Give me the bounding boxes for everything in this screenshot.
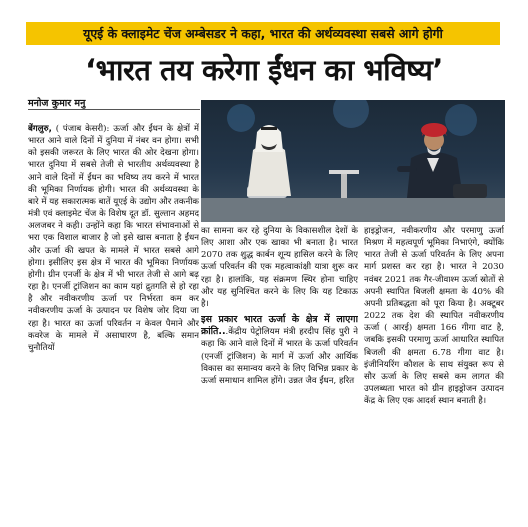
article-kicker: यूएई के क्लाइमेट चेंज अम्बेसडर ने कहा, भारत की अर्थव्यवस्था सबसे आगे होगी [26,22,500,45]
photo-illustration [201,100,505,222]
column-2-body-a: का सामना कर रहे दुनिया के विकासशील देशों के लिए आशा और एक खाका भी बनाता है। भारत 2070 तक शुद्ध कार्बन शून्य हासिल करने के लिए ऊर्जा परिवर्तन की एक महत्वाकांक्षी यात्रा शुरू कर रहा है। हालांकि, यह संक्रमण स्थिर होना चाहिए और यह सुनिश्चित करने के लिए कि यह टिकाऊ है। [201,226,358,309]
article-subhead: इस प्रकार भारत ऊर्जा के क्षेत्र में लाएगा क्रांति.. [201,314,358,338]
article-column-1 [28,123,199,518]
column-1-body: ( पंजाब केसरी): ऊर्जा और ईंधन के क्षेत्रों में भारत आने वाले दिनों में दुनिया में नंबर वन होगा। सभी को इसकी जरूरत के लिए भारत की ओर देखना होगा। भारत दुनिया में सबसे तेजी से भारतीय अर्थव्यवस्था है आने वाले दिनों में ईंधन का भविष्य तय करने में भारत की भूमिका निर्णायक होगी। भारत की अर्थव्यवस्था के बारे में यह सकारात्मक बातें यूएई के उद्योग और तकनीक मंत्री एवं क्लाइमेट चेंज के विशेष दूत डॉ. सुल्तान अहमद अलजबर ने कही। उन्होंने कहा कि भारत संभावनाओं से भरा एक विशाल बाजार है जो इसे खास बनाता है ईंधन और ऊर्जा की खपत के मामले में भारत सबसे आगे होगा। इसीलिए इस क्षेत्र में भारत की भूमिका निर्णायक होगी। ग्रीन एनर्जी के क्षेत्र में भी भारत तेजी से आगे बढ़ रहा है। एनर्जी ट्रांजिशन का काम यहां द्रुतगति से हो रहा है और नवीकरणीय ऊर्जा पर निर्भरता कम कर नवीकरणीय ऊर्जा के उत्पादन पर विशेष जोर दिया जा रहा है। भारत का ऊर्जा परिवर्तन न केवल पैमाने और कवरेज के मामले में असाधारण है, बल्कि समान चुनौतियों [28,124,199,353]
article-byline: मनोज कुमार मनु [28,98,86,109]
column-3-body: हाइड्रोजन, नवीकरणीय और परमाणु ऊर्जा मिश्रण में महत्वपूर्ण भूमिका निभाएंगे, क्योंकि भारत तेजी से ऊर्जा परिवर्तन के लिए अपना मार्ग प्रशस्त कर रहा है। भारत ने 2030 नवंबर 2021 तक गैर-जीवाश्म ऊर्जा स्रोतों से अपनी स्थापित बिजली क्षमता के 40% की अपनी प्रतिबद्धता को पूरा किया है। अक्टूबर 2022 तक देश की स्थापित नवीकरणीय ऊर्जा ( आरई) क्षमता 166 गीगा वाट है, जबकि इसकी परमाणु ऊर्जा आधारित स्थापित बिजली की क्षमता 6.78 गीगा वाट है। इंजीनियरिंग कौशल के साथ संयुक्त रूप से सौर ऊर्जा के लिए सबसे कम लागत की उपलब्धता भारत को ग्रीन हाइड्रोजन उत्पादन केंद्र के लिए एक आदर्श स्थान बनाती है। [364,226,504,407]
article-dateline: बेंगलुरु, [28,124,52,134]
article-column-3 [364,225,504,518]
column-2-body-b: .केंद्रीय पेट्रोलियम मंत्री हरदीप सिंह पुरी ने कहा कि आने वाले दिनों में भारत के ऊर्जा परिवर्तन (एनर्जी ट्रांजिशन) के मार्ग में ऊर्जा और आर्थिक विकास का समान्वय करने के लिए विभिन्न प्रकार के ऊर्जा समाधान शामिल होंगे। उन्नत जैव ईंधन, हरित [201,327,358,386]
article-photo [201,100,505,222]
article-column-2 [201,225,358,518]
article-headline: ‘भारत तय करेगा ईंधन का भविष्य’ [85,53,443,87]
byline-divider [28,109,200,110]
